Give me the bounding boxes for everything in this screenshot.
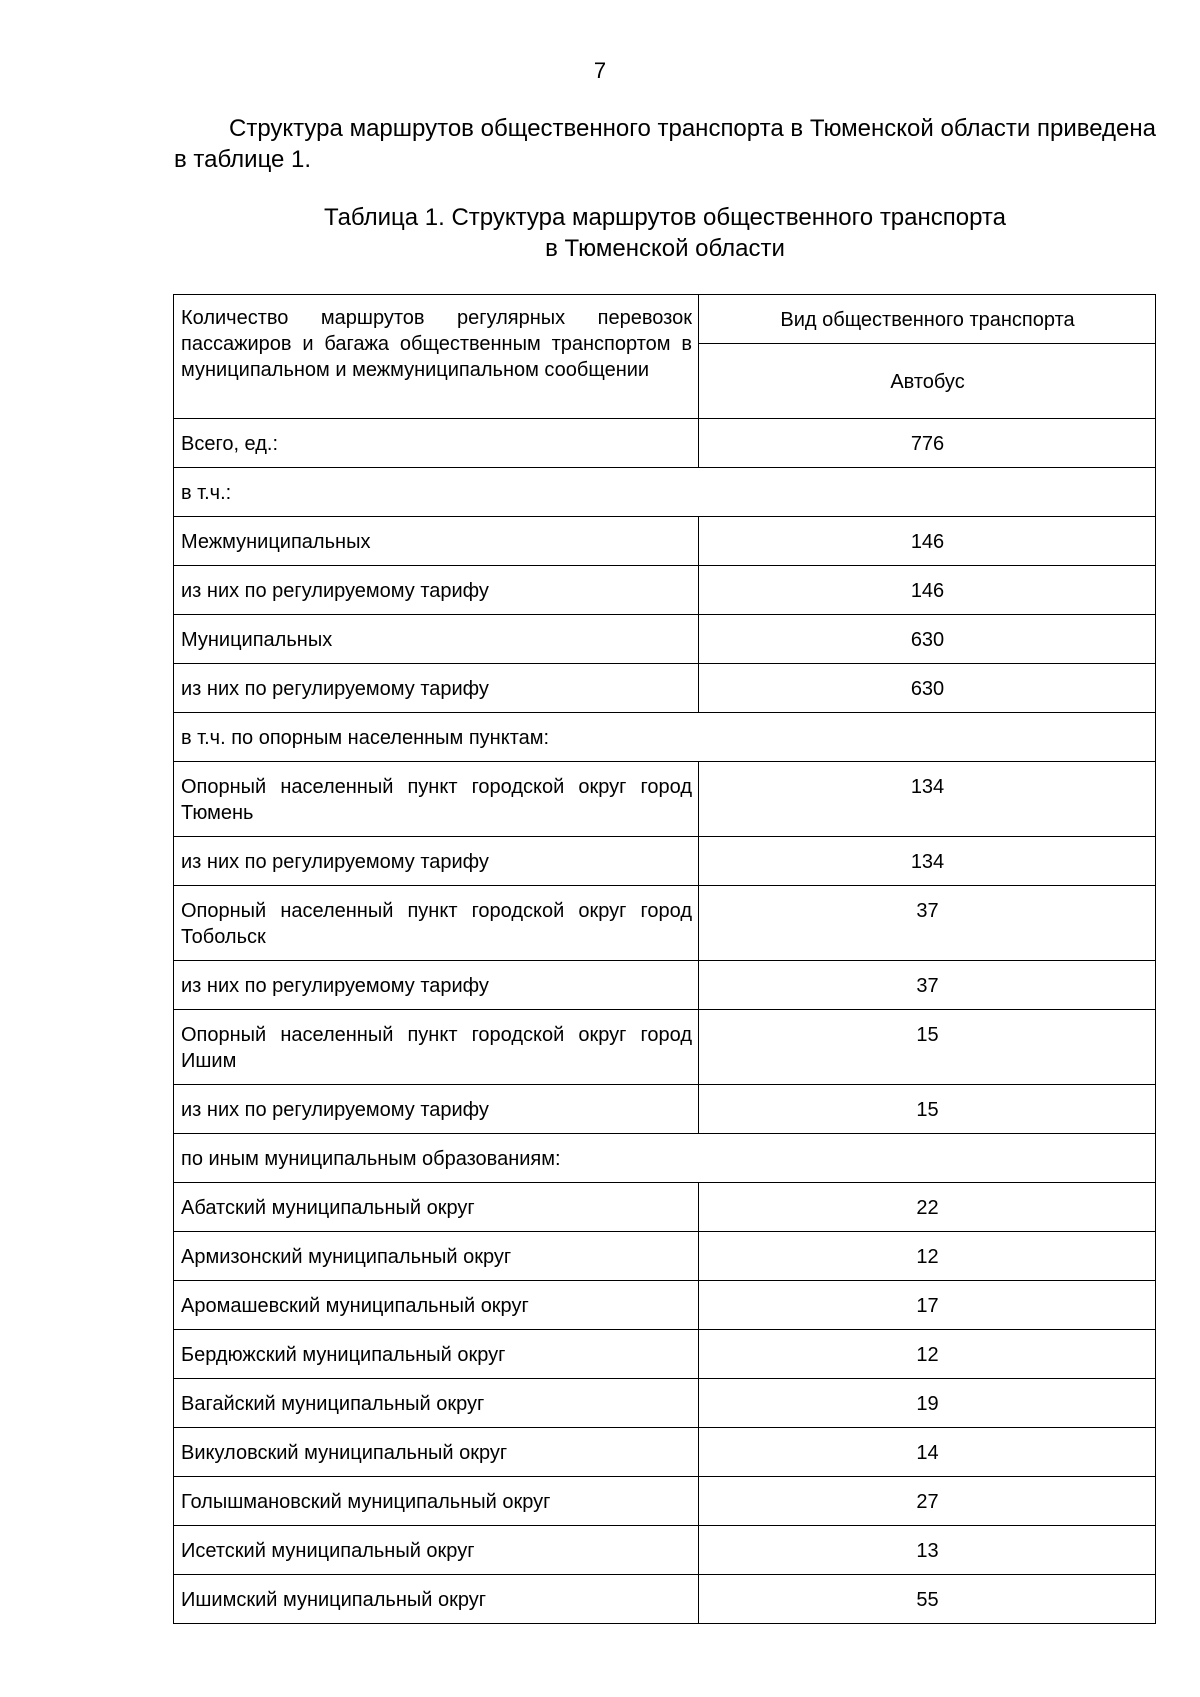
table-row-value: 22 (699, 1183, 1156, 1232)
table-row-label: Аромашевский муниципальный округ (174, 1281, 699, 1330)
table-row-value: 12 (699, 1232, 1156, 1281)
table-row (174, 468, 1156, 517)
table-row (174, 837, 1156, 886)
table-row (174, 762, 1156, 837)
intro-paragraph: Структура маршрутов общественного транспорта в Тюменской области приведена в таблице 1. (174, 115, 1156, 173)
table-row-label: Вагайский муниципальный округ (174, 1379, 699, 1428)
table-row (174, 1085, 1156, 1134)
table-row (174, 1330, 1156, 1379)
table-section-label: по иным муниципальным образованиям: (174, 1134, 1156, 1183)
table-row (174, 419, 1156, 468)
routes-table-body (174, 295, 1156, 1624)
table-row-label: Бердюжский муниципальный округ (174, 1330, 699, 1379)
table-row-value: 134 (699, 837, 1156, 886)
table-row-value: 15 (699, 1010, 1156, 1085)
table-row (174, 1477, 1156, 1526)
table-row-label: из них по регулируемому тарифу (174, 1085, 699, 1134)
table-row-value: 146 (699, 566, 1156, 615)
routes-table (173, 294, 1156, 1624)
table-row-value: 14 (699, 1428, 1156, 1477)
table-row-label: Опорный населенный пункт городской округ город Тобольск (174, 886, 699, 961)
table-section-label: в т.ч.: (174, 468, 1156, 517)
table-row-value: 15 (699, 1085, 1156, 1134)
table-row (174, 1379, 1156, 1428)
header-group-cell: Вид общественного транспорта (699, 295, 1156, 344)
table-row-label: из них по регулируемому тарифу (174, 961, 699, 1010)
table-row-value: 19 (699, 1379, 1156, 1428)
table-row (174, 517, 1156, 566)
table-row-value: 55 (699, 1575, 1156, 1624)
table-row (174, 1281, 1156, 1330)
table-row (174, 1575, 1156, 1624)
table-row-label: Муниципальных (174, 615, 699, 664)
table-row-value: 630 (699, 615, 1156, 664)
table-row-value: 776 (699, 419, 1156, 468)
table-row (174, 1232, 1156, 1281)
table-row-value: 17 (699, 1281, 1156, 1330)
header-sub-cell: Автобус (699, 344, 1156, 419)
table-row (174, 1183, 1156, 1232)
table-row-label: Межмуниципальных (174, 517, 699, 566)
table-row-label: Ишимский муниципальный округ (174, 1575, 699, 1624)
table-row-value: 13 (699, 1526, 1156, 1575)
table-row (174, 961, 1156, 1010)
table-row-value: 27 (699, 1477, 1156, 1526)
table-row-label: из них по регулируемому тарифу (174, 837, 699, 886)
table-row-value: 37 (699, 961, 1156, 1010)
table-row (174, 886, 1156, 961)
table-row (174, 664, 1156, 713)
table-row-value: 37 (699, 886, 1156, 961)
table-row-label: Опорный населенный пункт городской округ город Ишим (174, 1010, 699, 1085)
table-row (174, 1134, 1156, 1183)
table-row (174, 566, 1156, 615)
table-row (174, 1526, 1156, 1575)
table-row (174, 1010, 1156, 1085)
table-row-label: из них по регулируемому тарифу (174, 664, 699, 713)
table-row-label: из них по регулируемому тарифу (174, 566, 699, 615)
table-row (174, 1428, 1156, 1477)
table-row-label: Викуловский муниципальный округ (174, 1428, 699, 1477)
table-row-value: 630 (699, 664, 1156, 713)
table-row-label: Всего, ед.: (174, 419, 699, 468)
page-number: 7 (593, 58, 607, 83)
table-header-row (174, 295, 1156, 344)
table-row (174, 615, 1156, 664)
table-section-label: в т.ч. по опорным населенным пунктам: (174, 713, 1156, 762)
table-row-value: 146 (699, 517, 1156, 566)
table-row-label: Опорный населенный пункт городской округ город Тюмень (174, 762, 699, 837)
table-row-value: 12 (699, 1330, 1156, 1379)
table-title-line-2: в Тюменской области (545, 235, 785, 262)
table-title-line-1: Таблица 1. Структура маршрутов общественного транспорта (323, 204, 1006, 231)
table-row-label: Исетский муниципальный округ (174, 1526, 699, 1575)
table-row-value: 134 (699, 762, 1156, 837)
table-row (174, 713, 1156, 762)
table-row-label: Голышмановский муниципальный округ (174, 1477, 699, 1526)
table-row-label: Армизонский муниципальный округ (174, 1232, 699, 1281)
table-title (174, 202, 1156, 264)
header-label-cell: Количество маршрутов регулярных перевозок пассажиров и багажа общественным транспортом в муниципальном и межмуниципальном сообщении (174, 295, 699, 419)
table-row-label: Абатский муниципальный округ (174, 1183, 699, 1232)
